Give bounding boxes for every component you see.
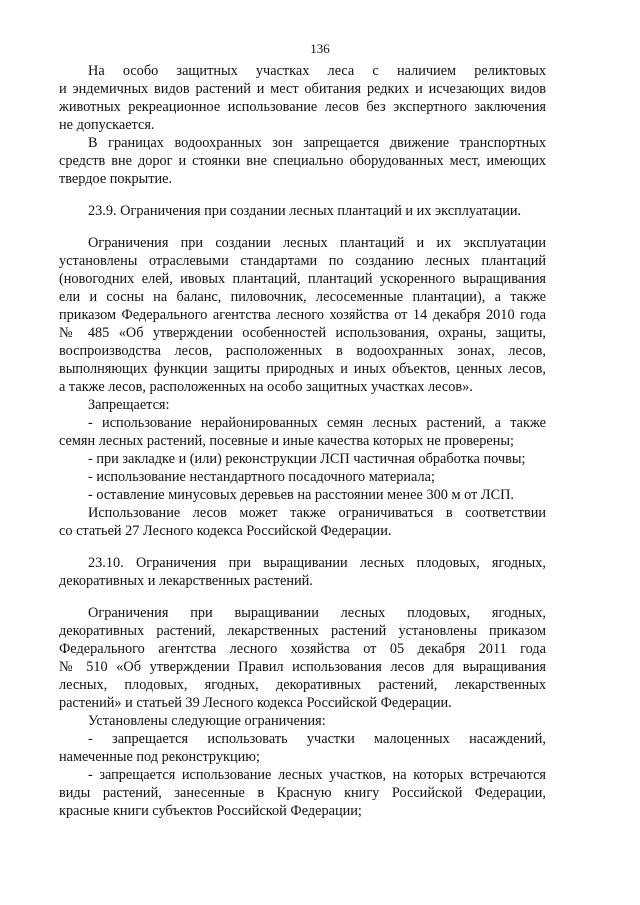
text-line: Запрещается: — [88, 397, 170, 413]
text-line: животных рекреационное использование лесов без экспертного заключения — [59, 99, 546, 115]
list-item: - использование нестандартного посадочного материала; — [88, 469, 435, 485]
page-number: 136 — [310, 41, 330, 56]
text-line: № 485 «Об утверждении особенностей использования, охраны, защиты, — [59, 325, 546, 341]
text-line: Ограничения при выращивании лесных плодовых, ягодных, — [88, 605, 546, 621]
list-item: - оставление минусовых деревьев на расстоянии менее 300 м от ЛСП. — [88, 487, 515, 503]
text-line: и эндемичных видов растений и мест обитания редких и исчезающих видов — [59, 81, 546, 97]
text-line: Ограничения при создании лесных плантаций и их эксплуатации — [88, 235, 546, 251]
text-line: твердое покрытие. — [59, 171, 173, 187]
section-heading: 23.9. Ограничения при создании лесных плантаций и их эксплуатации. — [88, 203, 522, 219]
text-line: виды растений, занесенные в Красную книгу Российской Федерации, — [59, 785, 546, 801]
text-line: В границах водоохранных зон запрещается движение транспортных — [88, 135, 546, 151]
text-line: средств вне дорог и стоянки вне специально оборудованных мест, имеющих — [59, 153, 546, 169]
text-line: (новогодних елей, ивовых плантаций, плантаций ускоренного выращивания — [59, 271, 546, 287]
list-item: - запрещается использовать участки малоценных насаждений, — [88, 731, 546, 747]
text-line: воспроизводства лесов, расположенных в водоохранных зонах, лесов, — [59, 343, 546, 359]
text-line: лесных, плодовых, ягодных, декоративных растений, лекарственных — [59, 677, 546, 693]
section-heading: 23.10. Ограничения при выращивании лесных плодовых, ягодных, — [88, 555, 546, 571]
text-line: красные книги субъектов Российской Федерации; — [59, 803, 362, 819]
text-line: не допускается. — [59, 117, 155, 133]
text-line: семян лесных растений, посевные и иные качества которых не проверены; — [59, 433, 515, 449]
section-heading: декоративных и лекарственных растений. — [59, 573, 313, 589]
text-line: На особо защитных участках леса с наличием реликтовых — [88, 63, 546, 79]
text-line: декоративных растений, лекарственных растений установлены приказом — [59, 623, 546, 639]
text-line: растений» и статьей 39 Лесного кодекса Российской Федерации. — [59, 695, 452, 711]
text-line: выполняющих функции защиты природных и иных объектов, ценных лесов, — [59, 361, 546, 377]
list-item: - запрещается использование лесных участков, на которых встречаются — [88, 767, 546, 783]
text-line: приказом Федерального агентства лесного хозяйства от 14 декабря 2010 года — [59, 307, 546, 323]
text-line: со статьей 27 Лесного кодекса Российской Федерации. — [59, 523, 392, 539]
list-item: - использование нерайонированных семян лесных растений, а также — [88, 415, 546, 431]
text-line: установлены отраслевыми стандартами по созданию лесных плантаций — [59, 253, 546, 269]
text-line: Использование лесов может также ограничиваться в соответствии — [88, 505, 546, 521]
text-line: Федерального агентства лесного хозяйства от 05 декабря 2011 года — [59, 641, 546, 657]
text-line: намеченные под реконструкцию; — [59, 749, 260, 765]
text-line: Установлены следующие ограничения: — [88, 713, 326, 729]
text-line: а также лесов, расположенных на особо защитных участках лесов». — [59, 379, 473, 395]
list-item: - при закладке и (или) реконструкции ЛСП частичная обработка почвы; — [88, 451, 526, 467]
text-line: № 510 «Об утверждении Правил использования лесов для выращивания — [59, 659, 546, 675]
text-line: ели и сосны на баланс, пиловочник, лесосеменные плантации), а также — [59, 289, 546, 305]
